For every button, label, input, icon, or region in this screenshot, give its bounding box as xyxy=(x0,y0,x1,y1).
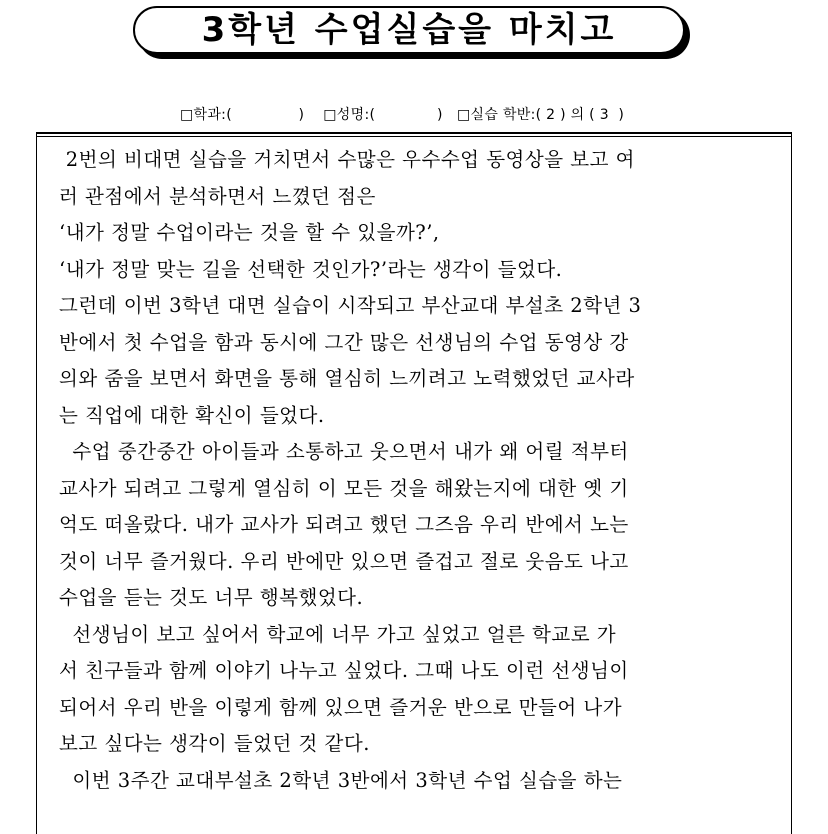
essay-line: 선생님이 보고 싶어서 학교에 너무 가고 싶었고 얼른 학교로 가 xyxy=(59,622,617,646)
essay-line: 되어서 우리 반을 이렇게 함께 있으면 즐거운 반으로 만들어 나가 xyxy=(59,695,623,719)
name-field: □성명:( ) xyxy=(323,107,443,123)
essay-line: 억도 떠올랐다. 내가 교사가 되려고 했던 그즈음 우리 반에서 노는 xyxy=(59,513,629,536)
info-gap xyxy=(448,107,453,123)
student-info-line xyxy=(180,104,624,124)
essay-line: 이번 3주간 교대부설초 2학년 3반에서 3학년 수업 실습을 하는 xyxy=(59,768,623,792)
essay-body xyxy=(59,142,779,799)
essay-line: 의와 줌을 보면서 화면을 통해 열심히 느끼려고 노력했었던 교사라 xyxy=(59,367,635,390)
essay-line: 것이 너무 즐거웠다. 우리 반에만 있으면 즐겁고 절로 웃음도 나고 xyxy=(59,549,629,573)
essay-box xyxy=(36,132,792,834)
department-field: □학과:( ) xyxy=(180,107,305,123)
essay-line: 그런데 이번 3학년 대면 실습이 시작되고 부산교대 부설초 2학년 3 xyxy=(59,294,642,317)
title-box xyxy=(133,6,685,54)
essay-line: 반에서 첫 수업을 함과 동시에 그간 많은 선생님의 수업 동영상 강 xyxy=(59,330,629,354)
essay-line: 보고 싶다는 생각이 들었던 것 같다. xyxy=(59,732,370,755)
info-gap xyxy=(309,107,319,123)
essay-line: 수업 중간중간 아이들과 소통하고 웃으면서 내가 왜 어릴 적부터 xyxy=(59,440,629,463)
essay-line: ‘내가 정말 맞는 길을 선택한 것인가?’라는 생각이 들었다. xyxy=(59,257,563,281)
title-banner xyxy=(133,6,693,62)
essay-line: 수업을 듣는 것도 너무 행복했었다. xyxy=(59,586,364,609)
essay-line: 서 친구들과 함께 이야기 나누고 싶었다. 그때 나도 이런 선생님이 xyxy=(59,659,629,682)
practice-class-field: □실습 학반:( 2 ) 의 ( 3 ) xyxy=(457,107,625,123)
essay-line: 는 직업에 대한 확신이 들었다. xyxy=(59,403,325,427)
essay-line: 러 관점에서 분석하면서 느꼈던 점은 xyxy=(59,184,376,208)
essay-line: ‘내가 정말 수업이라는 것을 할 수 있을까?’, xyxy=(59,221,440,244)
essay-line: 2번의 비대면 실습을 거치면서 수많은 우수수업 동영상을 보고 여 xyxy=(59,148,635,171)
essay-line: 교사가 되려고 그렇게 열심히 이 모든 것을 해왔는지에 대한 옛 기 xyxy=(59,476,629,500)
page-title: 3학년 수업실습을 마치고 xyxy=(201,10,617,50)
